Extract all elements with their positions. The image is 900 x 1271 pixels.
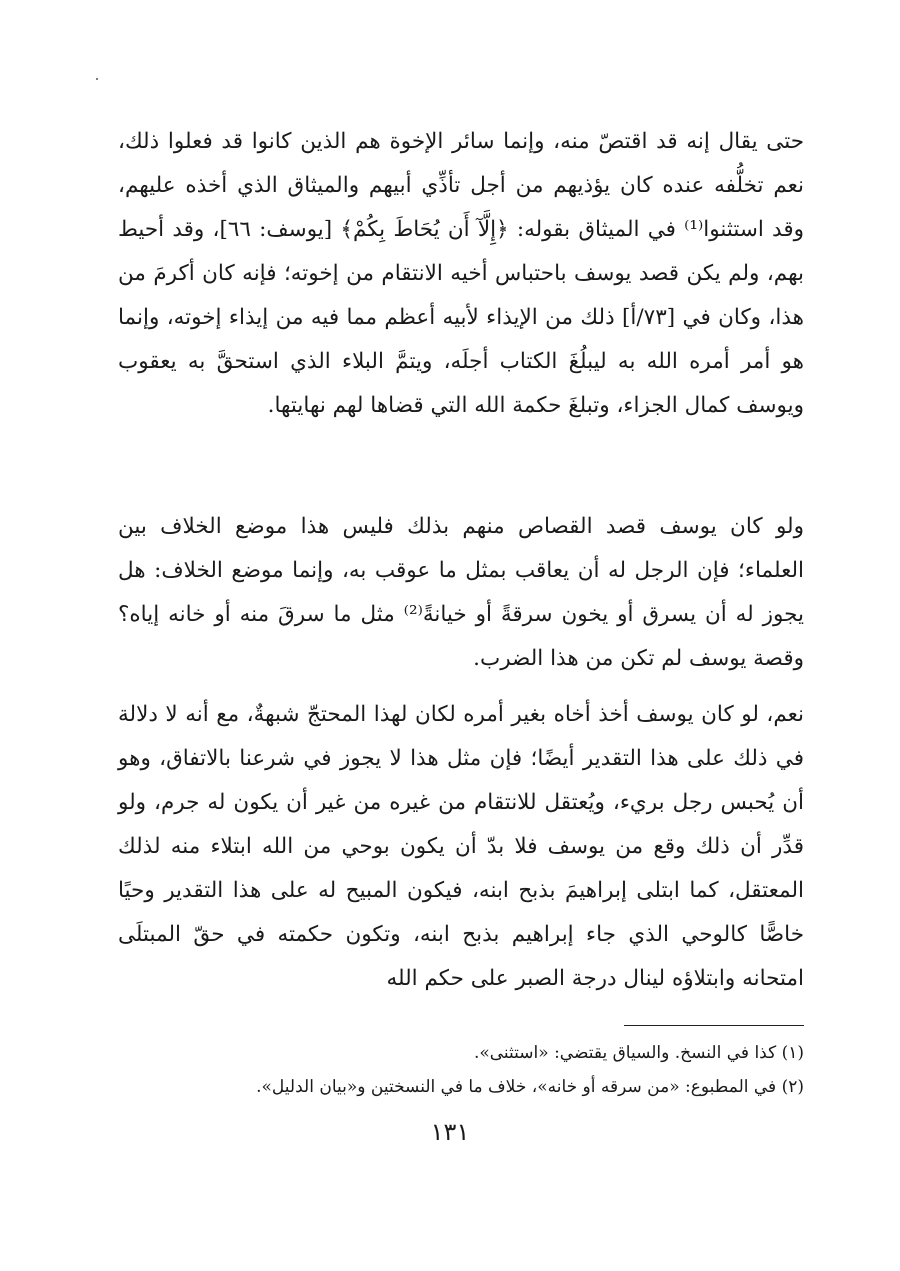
- main-paragraph-1: [118, 120, 804, 428]
- footnote-1: (١) كذا في النسخ. والسياق يقتضي: «استثنى».: [473, 1043, 804, 1063]
- footnotes: [118, 1036, 804, 1104]
- main-paragraph-2: [118, 505, 804, 681]
- page-number: ١٣١: [430, 1118, 470, 1146]
- paragraph-text: حتى يقال إنه قد اقتصّ منه، وإنما سائر الإخوة هم الذين كانوا قد فعلوا ذلك، نعم تخلُّفه عنده كان يؤذيهم من أجل تأذِّي أبيهم والميثاق الذي أخذه عليهم، وقد استثنوا⁽¹⁾ في الميثاق بقوله: ﴿إِلَّآ أَن يُحَاطَ بِكُمْ﴾ [يوسف: ٦٦]، وقد أحيط بهم، ولم يكن قصد يوسف باحتباس أخيه الانتقام من إخوته؛ فإنه كان أكرمَ من هذا، وكان في [٧٣/أ] ذلك من الإيذاء لأبيه أعظم مما فيه من إيذاء إخوته، وإنما هو أمر أمره الله به ليبلُغَ الكتاب أجلَه، ويتمَّ البلاء الذي استحقَّ به يعقوب ويوسف كمال الجزاء، وتبلغَ حكمة الله التي قضاها لهم نهايتها.: [118, 129, 804, 418]
- paragraph-text: نعم، لو كان يوسف أخذ أخاه بغير أمره لكان لهذا المحتجّ شبهةٌ، مع أنه لا دلالة في ذلك على هذا التقدير أيضًا؛ فإن مثل هذا لا يجوز في شرعنا بالاتفاق، وهو أن يُحبس رجل بريء، ويُعتقل للانتقام من غيره من غير أن يكون له جرم، ولو قدِّر أن ذلك وقع من يوسف فلا بدّ أن يكون بوحي من الله ابتلاء منه لذلك المعتقل، كما ابتلى إبراهيمَ بذبح ابنه، فيكون المبيح له على هذا التقدير وحيًا خاصًّا كالوحي الذي جاء إبراهيم بذبح ابنه، وتكون حكمته في حقّ المبتلَى امتحانه وابتلاؤه لينال درجة الصبر على حكم الله: [118, 702, 804, 991]
- scan-speck: [96, 78, 98, 80]
- footnote-separator: [624, 1025, 804, 1026]
- main-paragraph-3: [118, 693, 804, 1001]
- footnote-2: (٢) في المطبوع: «من سرقه أو خانه»، خلاف ما في النسختين و«بيان الدليل».: [256, 1077, 804, 1097]
- paragraph-text: ولو كان يوسف قصد القصاص منهم بذلك فليس هذا موضع الخلاف بين العلماء؛ فإن الرجل له أن يعاقب بمثل ما عوقب به، وإنما موضع الخلاف: هل يجوز له أن يسرق أو يخون سرقةً أو خيانةً⁽²⁾ مثل ما سرقَ منه أو خانه إياه؟ وقصة يوسف لم تكن من هذا الضرب.: [118, 514, 804, 671]
